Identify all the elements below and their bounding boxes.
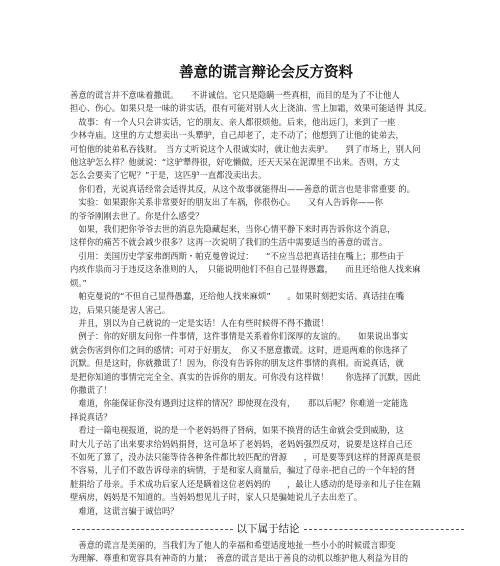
conclusion-line: 为理解、尊重和宽容具有神奇的力量； 善意的谎言是出于善良的动机以维护他人利益为目的 [70,553,409,564]
text-line: 少林寺庙。这里的方丈想卖出一头犟驴，自己却老了，走不动了；他想到了让他的徒弟去， [70,130,404,141]
text-line: 并且，别以为自己就说的一定是实话！人在有些时候得不得不撒谎！ [70,317,329,328]
text-line: 壁病房，妈妈是不知道的。当妈妈想见儿子时，家人只是骗她说儿子去出差了。 [70,492,363,503]
text-line: 不容易，儿子们不敢告诉母亲的病情，于是和家人商量后，骗过了母亲-把自己的一个年轻的肾 [70,465,416,476]
text-line: 实验：如果跟你关系非常要好的朋友出了车祸，你很伤心。 又有人告诉你——你 [70,197,384,208]
text-line: 难道，这谎言骗于诚信吗？ [70,505,179,516]
text-line: 善意的谎言并不意味着撒谎。 不讲诚信。它只是隐瞒一些真相，而目的是为了不让他人 [70,90,400,100]
text-line: 的爷爷刚刚去世了。你是什么感受？ [70,210,204,221]
text-line: 脏捐给了母亲。手术成功后家人还是瞒着这位老妈妈的 ，最让人感动的是母亲和儿子住在隔 [70,478,421,489]
text-line: 可怕他的徒弟私吞钱财。 当方丈听说这个人很诚实时，就让他去卖驴。 到了市场上，别人问 [70,143,421,154]
text-line: 你们看，光说真话经常会适得其反，从这个故事就能得出——善意的谎言也是非常重要 的。 [70,183,415,194]
text-line: 看过一篇电视报道，说的是一个老妈妈得了肾病，如果不换肾的话生命就会受到威胁，这 [70,425,404,436]
text-line: 边，后果只能是害人害己。 [70,304,171,315]
text-line: 不如死了算了，没办法只能等待各种条件都比较匹配的肾源 ，可是要等到这样的肾源真是很 [70,451,421,462]
text-line: 帕克曼说的“不但自己显得愚蠢，还给他人找来麻烦” 。如果时刻把实话、真话挂在嘴 [70,291,405,302]
text-line: 是把你知道的事情完完全全、真实的告诉你的朋友。可你没有这样做！ 你选择了沉默，因此 [70,371,421,382]
text-line: 烦。” [70,277,87,288]
text-line: 难道，你能保证你没有遇到过这样的情况？即使现在没有， 那以后呢？你难道一定能选 [70,398,409,409]
divider-dashes-left [72,529,233,530]
text-line: 沉默。但是这时，你就撒谎了！因为，你没有告诉你的朋友这件事情的真相。而说真话，就 [70,358,404,369]
document-title: 善意的谎言辩论会反方资料 [179,65,353,81]
text-line: 例子：你的好朋友问你一件事情，这件事情是关系着你们深厚的友谊的。 如果说出事实 [70,331,409,342]
divider-dashes-right [304,529,465,530]
text-line: 内疚作祟而习于违反这条准则的人， 只能说明他们不但自己显得愚蠢， 而且还给他人找来麻 [70,264,421,275]
text-line: 时大儿子站了出来要求给妈妈捐肾，这可急坏了老妈妈，老妈妈强烈反对，说要是这样自己还 [70,438,413,449]
text-line: 就会伤害到你们之间的感情；可对于好朋友， 你又不愿意撒谎。这时，进退两难的你选择了 [70,344,409,355]
text-line: 他这驴怎么样？他就说：“这驴犟得很，好吃懒做，还天天呆在泥潭里不出来。否则，方丈 [70,157,400,168]
divider-label: 以下属于结论 [236,523,300,535]
conclusion-line: 善意的谎言是美丽的，当我们为了他人的幸福和希望适度地扯一些小小的时候谎言即变 [70,540,396,550]
text-line: 担心、伤心。如果只是一味的讲实话，很有可能对别人火上浇油、雪上加霜，效果可能适得 其反。 [70,103,432,114]
text-line: 怎么会要卖了它呢？”于是，这匹驴一直都没卖出去。 [70,170,267,181]
section-divider [70,521,466,537]
document-body [70,89,466,518]
conclusion-body [70,539,466,566]
text-line: 故事：有一个人只会讲实话，它的朋友、亲人都很烦他。后来，他出远门，来到了一座 [70,116,396,127]
text-line: 你撒谎了！ [70,384,112,395]
text-line: 择说真话？ [70,411,112,422]
text-line: 这样你的痛苦不就会减少很多？这再一次说明了我们的生活中需要适当的善意的谎言。 [70,237,388,248]
text-line: 引用：美国历史学家弗朗西斯・帕克曼曾说过： “不应当总把真话挂在嘴上；那些由于 [70,250,405,261]
text-line: 如果，我们把你爷爷去世的消息先隐藏起来，当你心情平静下来时再告诉你这个消息， [70,224,396,235]
